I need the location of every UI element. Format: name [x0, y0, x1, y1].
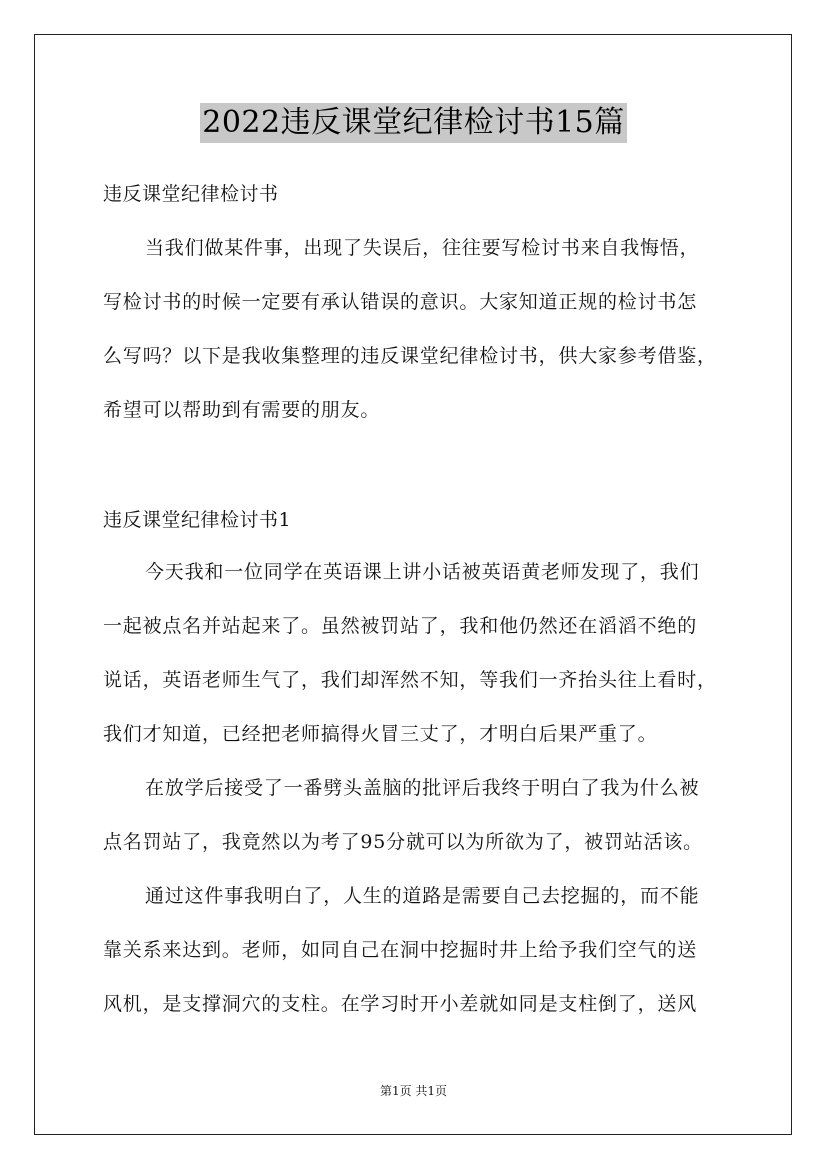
paragraph-line: 在放学后接受了一番劈头盖脑的批评后我终于明白了我为什么被 [145, 777, 700, 799]
paragraph-line: 么写吗？以下是我收集整理的违反课堂纪律检讨书，供大家参考借鉴， [103, 345, 717, 367]
paragraph-line: 希望可以帮助到有需要的朋友。 [103, 399, 381, 421]
paragraph-line: 靠关系来达到。老师，如同自己在洞中挖掘时井上给予我们空气的送 [103, 939, 698, 961]
paragraph-line: 通过这件事我明白了，人生的道路是需要自己去挖掘的，而不能 [145, 885, 700, 907]
section1-paragraph-3 [103, 869, 743, 1031]
intro-paragraph [103, 221, 743, 437]
paragraph-line: 我们才知道，已经把老师搞得火冒三丈了，才明白后果严重了。 [103, 723, 658, 745]
section1-heading: 违反课堂纪律检讨书1 [103, 509, 292, 531]
paragraph-line: 一起被点名并站起来了。虽然被罚站了，我和他仍然还在滔滔不绝的 [103, 615, 698, 637]
paragraph-line: 风机，是支撑洞穴的支柱。在学习时开小差就如同是支柱倒了，送风 [103, 993, 698, 1015]
section1-paragraph-2 [103, 761, 743, 869]
paragraph-line: 写检讨书的时候一定要有承认错误的意识。大家知道正规的检讨书怎 [103, 291, 698, 313]
paragraph-line: 今天我和一位同学在英语课上讲小话被英语黄老师发现了，我们 [145, 561, 700, 583]
document-title: 2022违反课堂纪律检讨书15篇 [200, 103, 627, 143]
page-footer: 第1页 共1页 [379, 1084, 448, 1098]
intro-heading: 违反课堂纪律检讨书 [103, 183, 279, 205]
paragraph-line: 点名罚站了，我竟然以为考了95分就可以为所欲为了，被罚站活该。 [103, 831, 703, 853]
paragraph-line: 说话，英语老师生气了，我们却浑然不知，等我们一齐抬头往上看时， [103, 669, 717, 691]
section1-paragraph-1 [103, 545, 743, 761]
title-container [0, 103, 827, 143]
paragraph-line: 当我们做某件事，出现了失误后，往往要写检讨书来自我悔悟， [145, 237, 700, 259]
